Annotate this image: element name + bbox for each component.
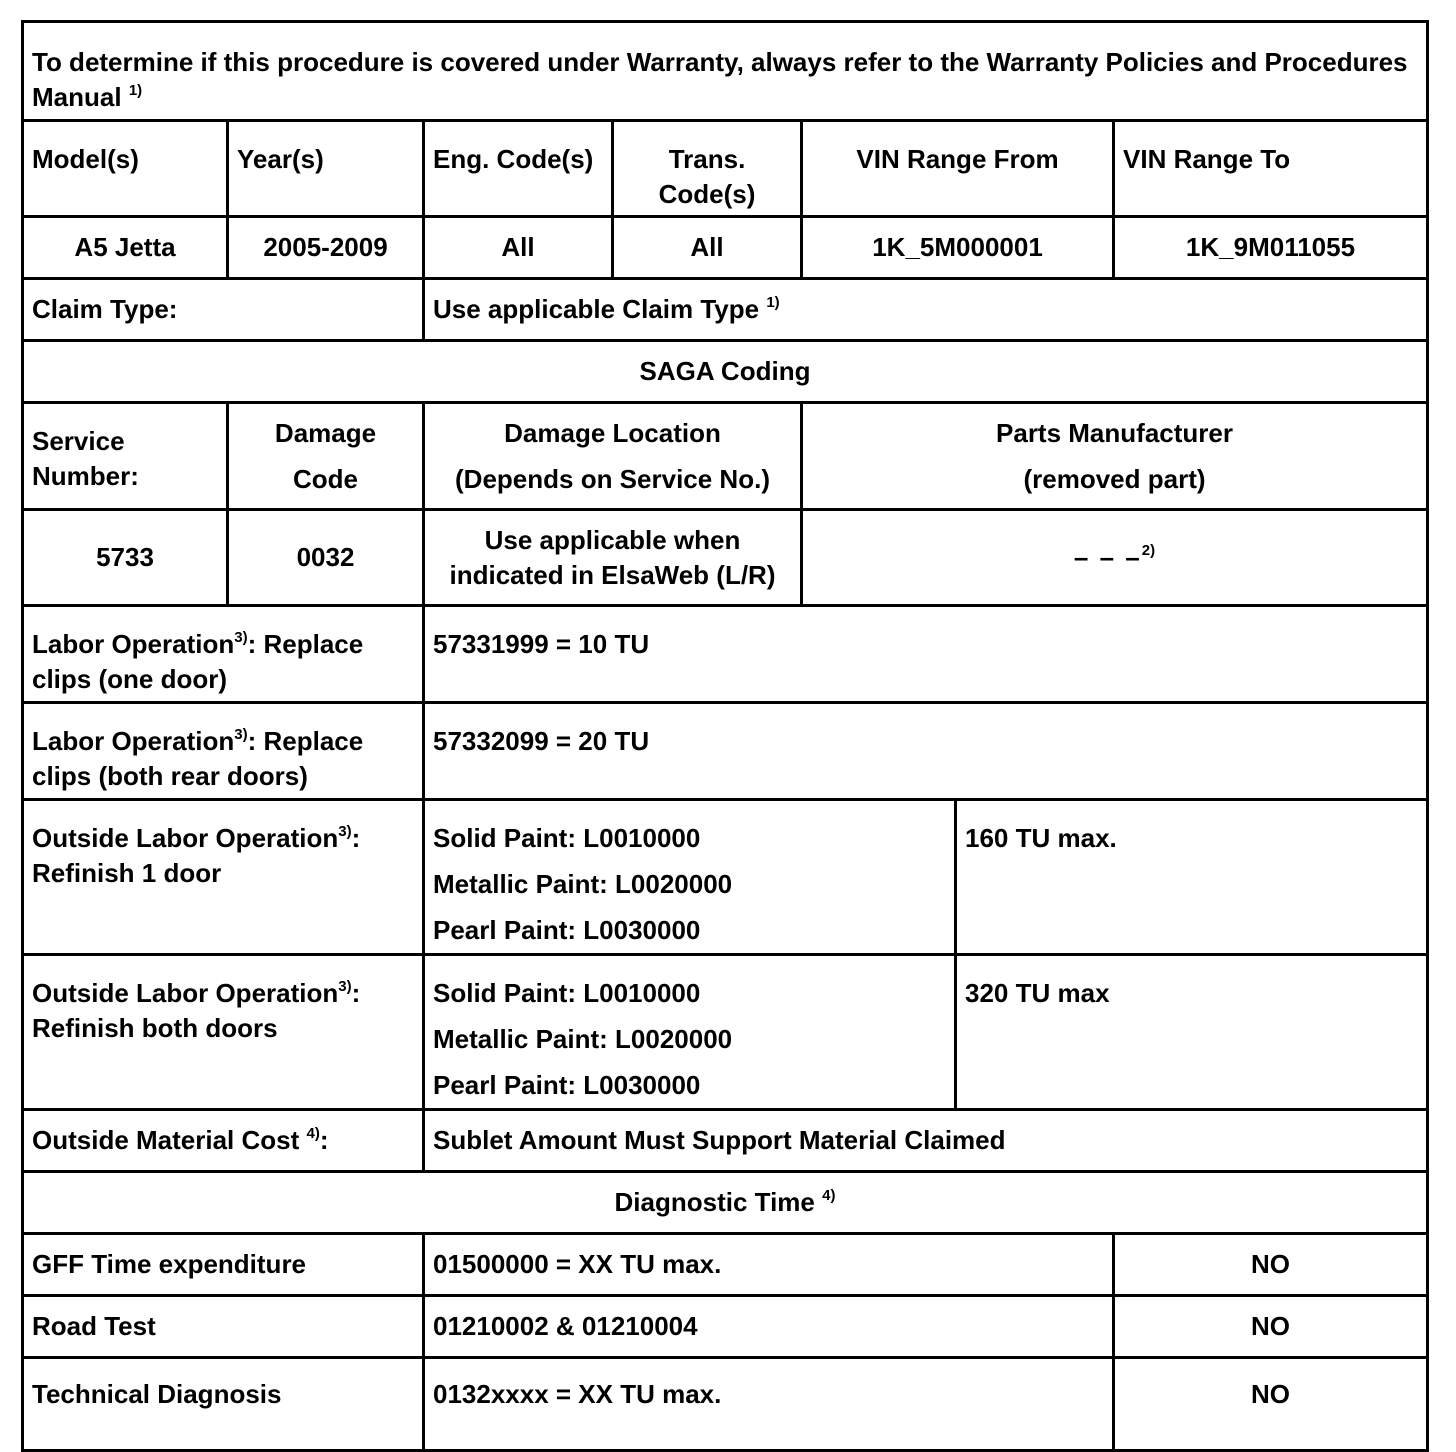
labor-op-label-text: : Replace clips (both rear doors) [32,726,364,791]
footnote-ref: 1) [128,82,143,99]
paint-code: Solid Paint: L0010000 [433,978,701,1008]
footnote-ref: 4) [822,1187,836,1204]
vehicle-row [23,217,1428,279]
labor-op-label-text: : Replace clips (one door) [32,629,364,694]
labor-op-value: 57332099 = 20 TU [424,703,1428,800]
outside-op-label [23,800,424,955]
material-cost-label-text: Outside Material Cost [32,1125,300,1155]
service-number-header: Service Number: [23,403,228,510]
labor-op-value: 57331999 = 10 TU [424,606,1428,703]
footnote-ref: 1) [766,294,780,311]
outside-op-label [23,955,424,1110]
labor-op-label-text: Labor Operation [32,726,235,756]
diagnostic-flag: NO [1114,1234,1428,1296]
paint-code: Pearl Paint: L0030000 [433,1070,701,1100]
parts-manufacturer-cell [802,510,1428,606]
outside-op-label-text: : Refinish both doors [32,978,361,1043]
outside-op-max: 160 TU max. [956,800,1428,955]
footnote-ref: 2) [1141,542,1156,559]
diagnostic-label: Technical Diagnosis [23,1358,424,1451]
labor-op-row [23,606,1428,703]
saga-title-row [23,341,1428,403]
vin-to-header: VIN Range To [1114,121,1428,217]
warranty-table [21,20,1429,1452]
material-cost-value: Sublet Amount Must Support Material Claimed [424,1110,1428,1172]
vehicle-header-row [23,121,1428,217]
model-value: A5 Jetta [23,217,228,279]
outside-op-label-text: Outside Labor Operation [32,823,339,853]
footnote-ref: 3) [234,726,248,743]
material-cost-label-colon: : [319,1125,329,1155]
eng-code-value: All [424,217,613,279]
diagnostic-title-row [23,1172,1428,1234]
eng-codes-header: Eng. Code(s) [424,121,613,217]
material-cost-label [23,1110,424,1172]
damage-code-header [228,403,424,510]
damage-location-header-line2: (Depends on Service No.) [455,464,770,494]
labor-op-label [23,606,424,703]
footnote-ref: 4) [306,1125,320,1142]
parts-manufacturer-header [802,403,1428,510]
footnote-ref: 3) [234,629,248,646]
warranty-notice: To determine if this procedure is covered under Warranty, always refer to the Warranty Policies and Procedures Manual [32,47,1408,112]
diagnostic-value: 01500000 = XX TU max. [424,1234,1114,1296]
saga-values-row [23,510,1428,606]
outside-op-max: 320 TU max [956,955,1428,1110]
parts-manufacturer-header-line1: Parts Manufacturer [996,418,1233,448]
diagnostic-row [23,1234,1428,1296]
damage-location-header-line1: Damage Location [504,418,721,448]
diagnostic-flag: NO [1114,1358,1428,1451]
diagnostic-label: GFF Time expenditure [23,1234,424,1296]
years-value: 2005-2009 [228,217,424,279]
outside-op-label-text: Outside Labor Operation [32,978,339,1008]
parts-manufacturer-value: – – – [1073,542,1142,572]
saga-header-row [23,403,1428,510]
notice-row [23,22,1428,121]
saga-title: SAGA Coding [23,341,1428,403]
paint-code: Metallic Paint: L0020000 [433,1024,733,1054]
service-number-value: 5733 [23,510,228,606]
trans-codes-header: Trans. Code(s) [613,121,802,217]
labor-op-label-text: Labor Operation [32,629,235,659]
material-cost-row [23,1110,1428,1172]
paint-codes [424,800,956,955]
paint-code: Metallic Paint: L0020000 [433,869,733,899]
claim-type-cell [424,279,1428,341]
diagnostic-row [23,1296,1428,1358]
outside-op-row [23,800,1428,955]
labor-op-label [23,703,424,800]
labor-op-row [23,703,1428,800]
footnote-ref: 3) [338,978,352,995]
damage-code-value: 0032 [228,510,424,606]
warranty-coding-sheet [21,20,1426,1452]
parts-manufacturer-header-line2: (removed part) [1023,464,1206,494]
trans-code-value: All [613,217,802,279]
paint-codes [424,955,956,1110]
vin-from-header: VIN Range From [802,121,1114,217]
damage-code-header-line1: Damage [274,418,377,448]
diagnostic-title: Diagnostic Time [614,1187,815,1217]
outside-op-label-text: : Refinish 1 door [32,823,361,888]
claim-type-row [23,279,1428,341]
models-header: Model(s) [23,121,228,217]
vin-to-value: 1K_9M011055 [1114,217,1428,279]
diagnostic-value: 0132xxxx = XX TU max. [424,1358,1114,1451]
diagnostic-title-cell [23,1172,1428,1234]
damage-location-header [424,403,802,510]
footnote-ref: 3) [338,823,352,840]
damage-location-value: Use applicable when indicated in ElsaWeb (L/R) [424,510,802,606]
diagnostic-row [23,1358,1428,1451]
paint-code: Solid Paint: L0010000 [433,823,701,853]
diagnostic-value: 01210002 & 01210004 [424,1296,1114,1358]
claim-type-label: Claim Type: [23,279,424,341]
vin-from-value: 1K_5M000001 [802,217,1114,279]
years-header: Year(s) [228,121,424,217]
diagnostic-flag: NO [1114,1296,1428,1358]
diagnostic-label: Road Test [23,1296,424,1358]
outside-op-row [23,955,1428,1110]
damage-code-header-line2: Code [293,464,358,494]
claim-type-value: Use applicable Claim Type [433,294,760,324]
paint-code: Pearl Paint: L0030000 [433,915,701,945]
